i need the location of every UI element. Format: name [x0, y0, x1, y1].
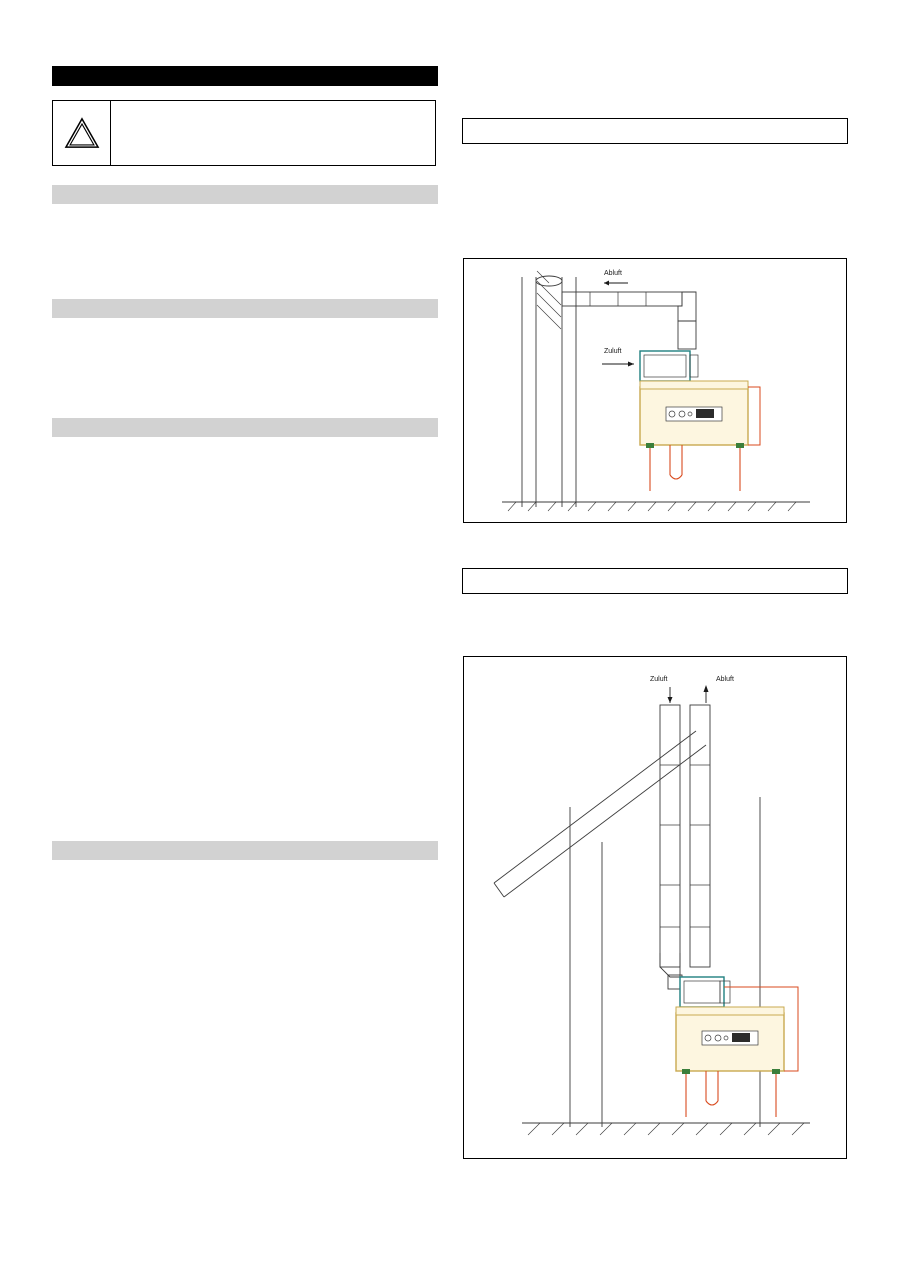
heading-band-2-label: [52, 299, 438, 305]
heading-band-3-label: [52, 418, 438, 424]
figure-2-label-exhaust-air: Abluft: [716, 676, 734, 683]
warning-box: [52, 100, 436, 166]
figure-1-caption-text: [463, 119, 847, 131]
figure-1-label-supply-air: Zuluft: [604, 348, 622, 355]
figure-1-caption-box: [462, 118, 848, 144]
left-column: [52, 0, 438, 1273]
heading-band-4: [52, 841, 438, 860]
figure-2-caption-text: [463, 569, 847, 581]
warning-icon-cell: [53, 101, 111, 165]
warning-triangle-icon: [63, 116, 101, 150]
figure-2-caption-box: [462, 568, 848, 594]
heading-band-1-label: [52, 185, 438, 191]
heading-band-3: [52, 418, 438, 437]
heading-band-2: [52, 299, 438, 318]
heading-band-4-label: [52, 841, 438, 847]
figure-horizontal-flue-through-wall: [463, 258, 847, 523]
figure-2-label-supply-air: Zuluft: [650, 676, 668, 683]
figure-1-label-exhaust-air: Abluft: [604, 270, 622, 277]
right-column: [462, 0, 848, 1273]
section-title-bar: [52, 66, 438, 86]
figure-vertical-flue-through-roof: [463, 656, 847, 1159]
warning-text: [111, 101, 435, 165]
heading-band-1: [52, 185, 438, 204]
